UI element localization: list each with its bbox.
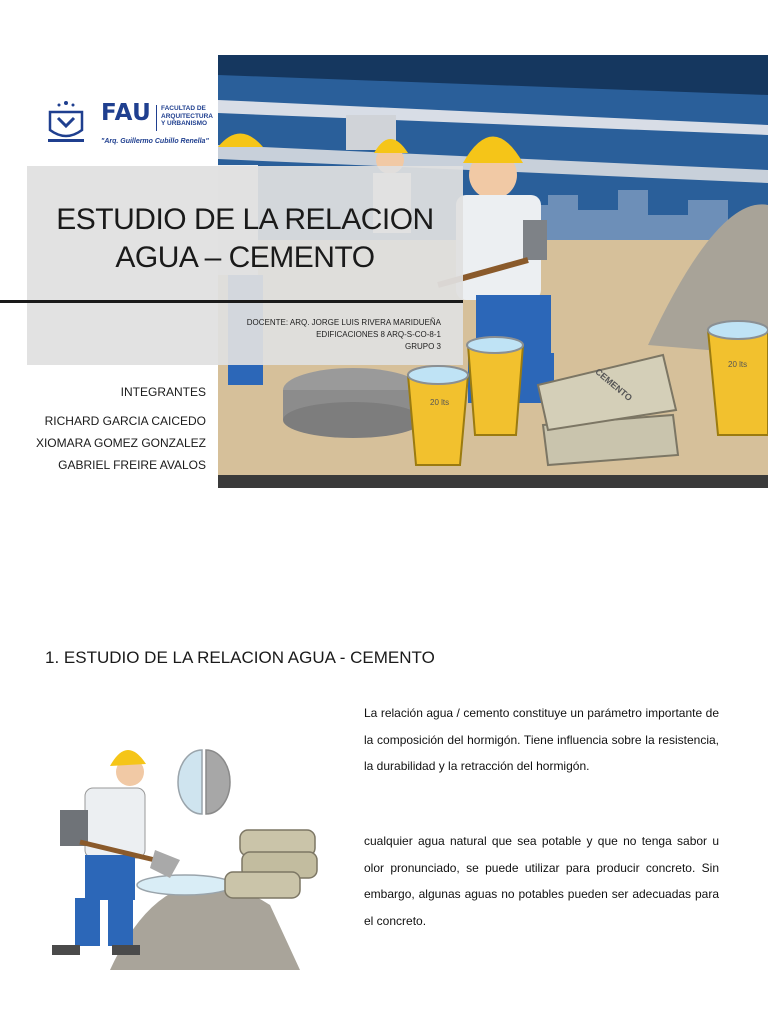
group-line: GRUPO 3 (404, 342, 441, 351)
members-heading: INTEGRANTES (120, 385, 206, 399)
logo-faculty-line: ARQUITECTURA (161, 112, 213, 120)
logo-faculty-line: Y URBANISMO (161, 120, 208, 127)
svg-text:20 lts: 20 lts (728, 360, 748, 369)
bucket-left (408, 366, 468, 465)
course-line: EDIFICACIONES 8 ARQ-S-CO-8-1 (316, 330, 441, 339)
title-underline (0, 300, 463, 303)
member-name: RICHARD GARCIA CAICEDO (44, 414, 206, 428)
course-info (247, 317, 441, 353)
fau-logo (44, 98, 224, 150)
teacher-line: DOCENTE: ARQ. JORGE LUIS RIVERA MARIDUEÑA (246, 318, 441, 327)
member-name: XIOMARA GOMEZ GONZALEZ (35, 436, 206, 450)
document-title (27, 201, 463, 277)
logo-tagline: "Arq. Guillermo Cubillo Renella" (101, 138, 209, 145)
paragraph-water-quality: cualquier agua natural que sea potable y que no tenga sabor u olor pronunciado, se puede utilizar para producir concreto. Sin embargo, algunas aguas no potables pueden ser adecuadas para el concreto. (364, 834, 719, 928)
bucket-middle (467, 337, 523, 435)
logo-acronym: FAU (101, 100, 152, 126)
paragraph-definition: La relación agua / cemento constituye un parámetro importante de la composición del hormigón. Tiene influencia sobre la resistencia, la durabilidad y la retracción del hormigón. (364, 706, 719, 773)
member-name: GABRIEL FREIRE AVALOS (58, 458, 206, 472)
bucket-right (708, 321, 768, 435)
logo-faculty-line: FACULTAD DE (161, 105, 206, 112)
document-title-line: AGUA – CEMENTO (115, 241, 375, 274)
svg-text:20 lts: 20 lts (430, 398, 450, 407)
logo-faculty-name (161, 105, 213, 128)
members-list (36, 410, 206, 476)
university-seal-icon (44, 98, 88, 144)
logo-divider (156, 105, 157, 131)
document-title-line: ESTUDIO DE LA RELACION (56, 203, 434, 236)
cement-bags-small (225, 830, 317, 898)
section-heading: 1. ESTUDIO DE LA RELACION AGUA - CEMENTO (45, 648, 435, 667)
worker-illustration (30, 730, 330, 980)
svg-text:CEMENTO: CEMENTO (593, 366, 635, 404)
